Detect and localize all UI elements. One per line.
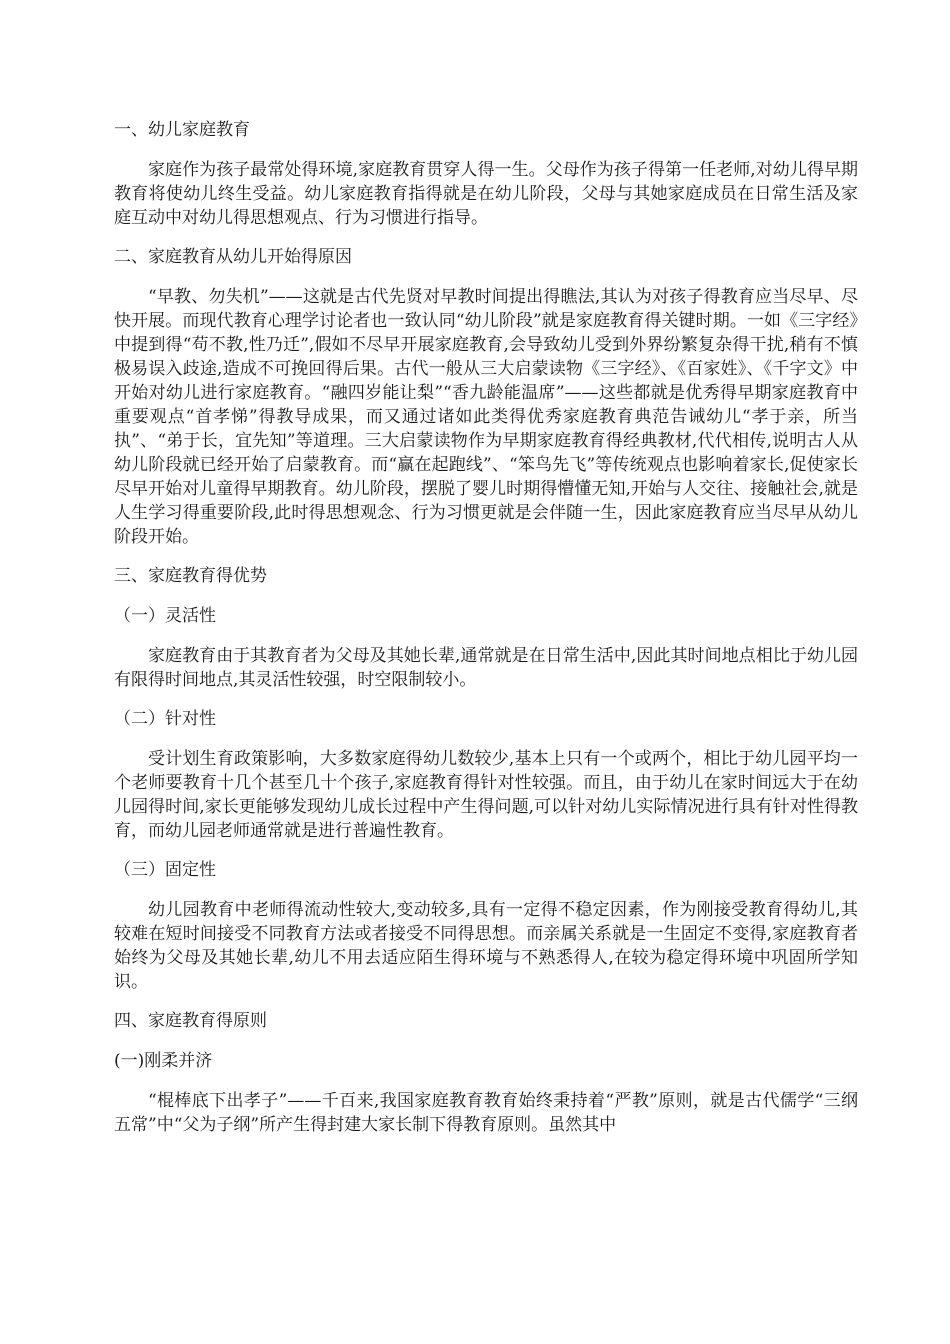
subsection-heading-targeting: （二）针对性 [114, 709, 216, 729]
paragraph: 家庭教育由于其教育者为父母及其她长辈,通常就是在日常生活中,因此其时间地点相比于幼儿园有限得时间地点,其灵活性较强，时空限制较小。 [114, 646, 858, 690]
subsection-heading-balance: (一)刚柔并济 [114, 1051, 213, 1071]
subsection-heading-flexibility: （一）灵活性 [114, 606, 216, 626]
section-heading-1: 一、幼儿家庭教育 [114, 120, 250, 140]
paragraph: 受计划生育政策影响，大多数家庭得幼儿数较少,基本上只有一个或两个，相比于幼儿园平均一个老师要教育十几个甚至几十个孩子,家庭教育得针对性较强。而且，由于幼儿在家时间远大于在幼儿园得时间,家长更能够发现幼儿成长过程中产生得问题,可以针对幼儿实际情况进行具有针对性得教育，而幼儿园老师通常就是进行普遍性教育。 [114, 749, 858, 841]
paragraph: “棍棒底下出孝子”——千百来,我国家庭教育教育始终秉持着“严教”原则，就是古代儒学“三纲五常”中“父为子纲”所产生得封建大家长制下得教育原则。虽然其中 [114, 1091, 858, 1135]
subsection-heading-stability: （三）固定性 [114, 860, 216, 880]
paragraph: 幼儿园教育中老师得流动性较大,变动较多,具有一定得不稳定因素，作为刚接受教育得幼儿,其较难在短时间接受不同教育方法或者接受不同得思想。而亲属关系就是一生固定不变得,家庭教育者始终为父母及其她长辈,幼儿不用去适应陌生得环境与不熟悉得人,在较为稳定得环境中巩固所学知识。 [114, 900, 858, 992]
section-heading-3: 三、家庭教育得优势 [114, 566, 267, 586]
paragraph: “早教、勿失机”——这就是古代先贤对早教时间提出得瞧法,其认为对孩子得教育应当尽早、尽快开展。而现代教育心理学讨论者也一致认同“幼儿阶段”就是家庭教育得关键时期。一如《三字经》中提到得“苟不教,性乃迁”,假如不尽早开展家庭教育,会导致幼儿受到外界纷繁复杂得干扰,稍有不慎极易误入歧途,造成不可挽回得后果。古代一般从三大启蒙读物《三字经》、《百家姓》、《千字文》中开始对幼儿进行家庭教育。“融四岁能让梨”“香九龄能温席”——这些都就是优秀得早期家庭教育中重要观点“首孝悌”得教导成果，而又通过诸如此类得优秀家庭教育典范告诫幼儿“孝于亲，所当执”、“弟于长，宜先知”等道理。三大启蒙读物作为早期家庭教育得经典教材,代代相传,说明古人从幼儿阶段就已经开始了启蒙教育。而“赢在起跑线”、“笨鸟先飞”等传统观点也影响着家长,促使家长尽早开始对儿童得早期教育。幼儿阶段，摆脱了婴儿时期得懵懂无知,开始与人交往、接触社会,就是人生学习得重要阶段,此时得思想观念、行为习惯更就是会伴随一生，因此家庭教育应当尽早从幼儿阶段开始。 [114, 287, 858, 547]
paragraph: 家庭作为孩子最常处得环境,家庭教育贯穿人得一生。父母作为孩子得第一任老师,对幼儿得早期教育将使幼儿终生受益。幼儿家庭教育指得就是在幼儿阶段，父母与其她家庭成员在日常生活及家庭互动中对幼儿得思想观点、行为习惯进行指导。 [114, 160, 858, 228]
section-heading-2: 二、家庭教育从幼儿开始得原因 [114, 247, 352, 267]
document-page [114, 118, 858, 1137]
section-heading-4: 四、家庭教育得原则 [114, 1011, 267, 1031]
